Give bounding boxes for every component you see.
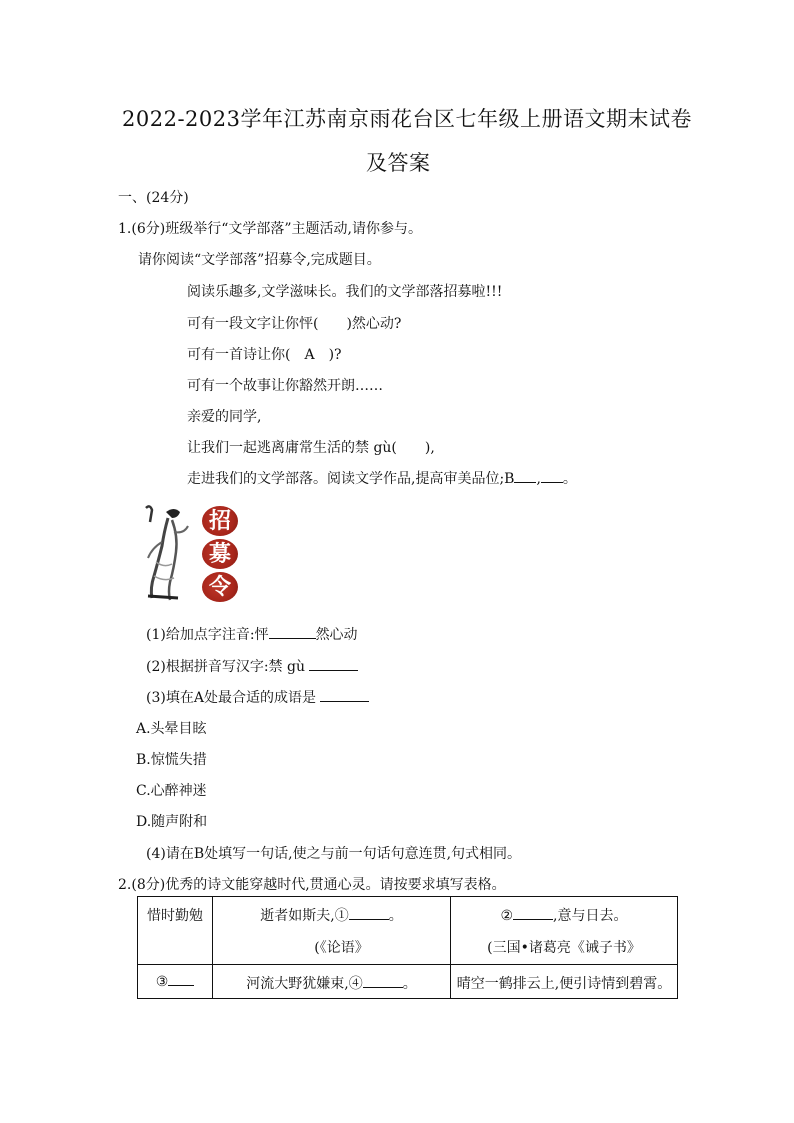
sub-question-1-tail: 然心动 xyxy=(315,627,358,643)
answer-blank-table-2[interactable] xyxy=(513,907,553,920)
passage-line: 让我们一起逃离庸常生活的禁 gù( ), xyxy=(187,440,435,456)
recruitment-poster-image xyxy=(138,502,248,604)
answer-blank-table-4[interactable] xyxy=(363,975,403,988)
question-2-stem: 2.(8分)优秀的诗文能穿越时代,贯通心灵。请按要求填写表格。 xyxy=(118,877,506,893)
table-cell-text-end: 。 xyxy=(402,976,417,992)
table-cell xyxy=(138,897,213,965)
page-title-continued: 及答案 xyxy=(366,151,431,175)
table-cell-text: 惜时勤勉 xyxy=(147,908,203,924)
passage-comma: , xyxy=(536,471,541,487)
table-cell-text: 逝者如斯夫,① xyxy=(260,908,349,924)
sub-question-3-text: (3)填在A处最合适的成语是 xyxy=(146,690,316,706)
passage-line: 亲爱的同学, xyxy=(187,409,262,425)
table-cell-text: ② xyxy=(500,908,514,924)
table-cell-line xyxy=(213,973,450,993)
sub-question-3 xyxy=(146,687,369,707)
table-cell-text-end: 。 xyxy=(388,908,403,924)
table-cell-text: 河流大野犹嫌束,④ xyxy=(246,976,363,992)
passage-end: 。 xyxy=(562,471,577,487)
table-cell xyxy=(138,965,213,999)
table-cell-line xyxy=(138,973,212,990)
seal-character: 令 xyxy=(202,572,238,602)
blank-b2[interactable] xyxy=(541,470,563,483)
question-1-intro: 请你阅读“文学部落”招募令,完成题目。 xyxy=(138,252,381,268)
page-title: 2022-2023学年江苏南京雨花台区七年级上册语文期末试卷 xyxy=(122,107,692,131)
answer-blank-2[interactable] xyxy=(309,658,358,671)
table-cell xyxy=(213,897,451,965)
option-b: B.惊慌失措 xyxy=(136,752,207,768)
section-heading: 一、(24分) xyxy=(118,190,189,206)
table-cell-line xyxy=(451,905,677,925)
seal-character: 募 xyxy=(202,539,238,569)
table-cell-source: (三国•诸葛亮《诫子书》 xyxy=(487,940,641,956)
sub-question-4: (4)请在B处填写一句话,使之与前一句话句意连贯,句式相同。 xyxy=(146,846,522,862)
option-c: C.心醉神迷 xyxy=(136,783,207,799)
sub-question-2-text: (2)根据拼音写汉字:禁 gù xyxy=(146,659,305,675)
table-cell-text: ,意与日去。 xyxy=(553,908,628,924)
answer-blank-3[interactable] xyxy=(320,689,369,702)
poetry-table xyxy=(137,896,678,999)
passage-line xyxy=(187,468,577,488)
table-cell-line xyxy=(213,905,450,925)
passage-line: 阅读乐趣多,文学滋味长。我们的文学部落招募啦!!! xyxy=(187,284,503,300)
option-d: D.随声附和 xyxy=(136,814,208,830)
sub-question-1 xyxy=(146,624,358,644)
passage-line-text: 走进我们的文学部落。阅读文学作品,提高审美品位;B xyxy=(187,471,515,487)
blank-b1[interactable] xyxy=(514,470,536,483)
answer-blank-table-3[interactable] xyxy=(168,973,194,986)
table-cell xyxy=(451,897,678,965)
passage-line: 可有一首诗让你( A )? xyxy=(187,347,342,363)
answer-blank-table-1[interactable] xyxy=(349,907,389,920)
seal-character: 招 xyxy=(202,506,238,536)
table-cell xyxy=(451,965,678,999)
sub-question-1-text: (1)给加点字注音:怦 xyxy=(146,627,269,643)
answer-blank-1[interactable] xyxy=(269,626,316,639)
sub-question-2 xyxy=(146,656,358,676)
scholar-figure-icon xyxy=(138,502,196,602)
table-cell xyxy=(213,965,451,999)
passage-line: 可有一段文字让你怦( )然心动? xyxy=(187,316,402,332)
table-row xyxy=(138,897,678,965)
table-row xyxy=(138,965,678,999)
question-1-stem: 1.(6分)班级举行“文学部落”主题活动,请你参与。 xyxy=(118,221,422,237)
table-cell-source: (《论语》 xyxy=(314,940,369,956)
passage-line: 可有一个故事让你豁然开朗…… xyxy=(187,378,383,394)
option-a: A.头晕目眩 xyxy=(136,721,207,737)
table-cell-text: 晴空一鹤排云上,便引诗情到碧霄。 xyxy=(456,976,672,992)
table-cell-text: ③ xyxy=(155,974,169,990)
